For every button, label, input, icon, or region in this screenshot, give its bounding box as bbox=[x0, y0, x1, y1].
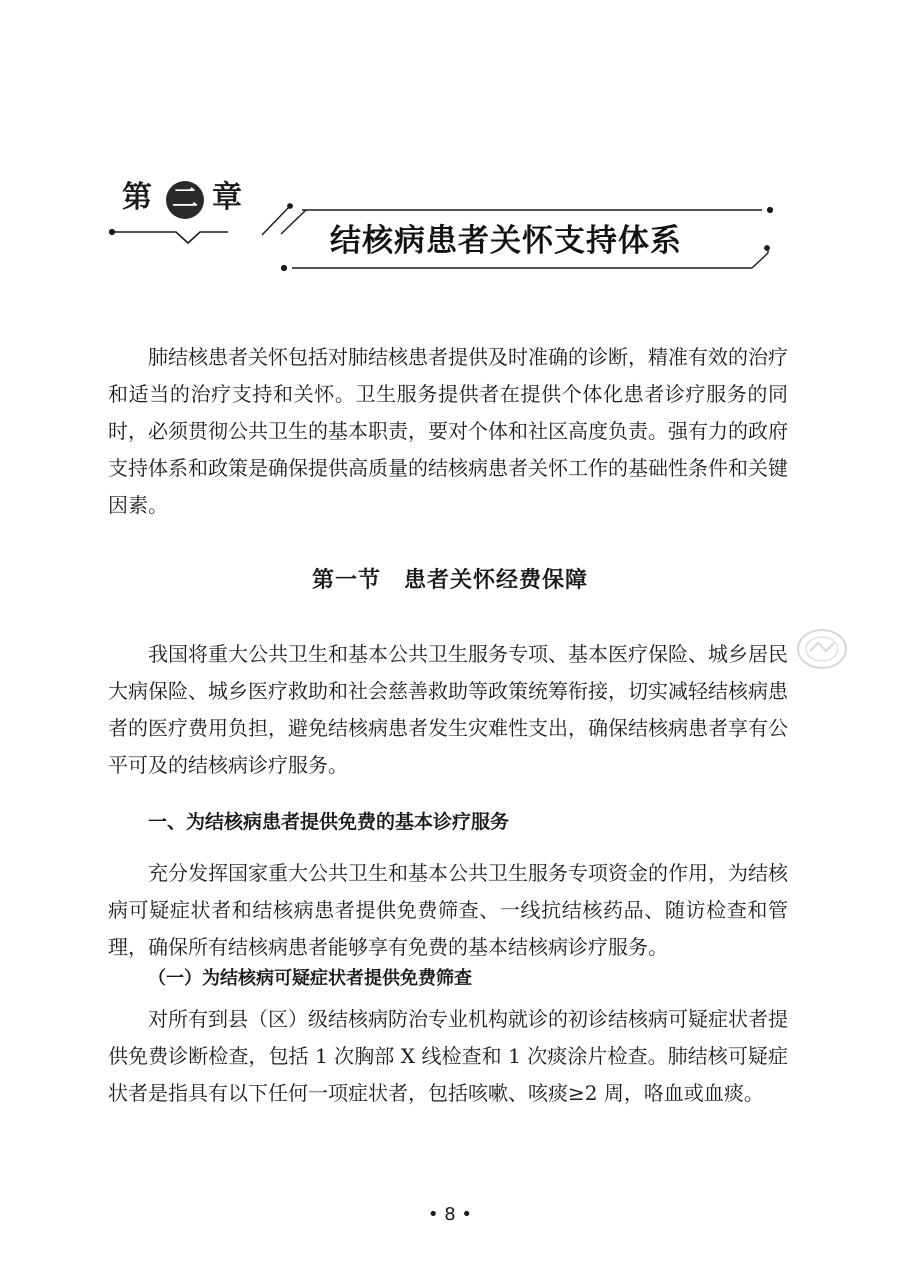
publisher-logo-watermark bbox=[796, 627, 848, 671]
subsubsection-title: （一）为结核病可疑症状者提供免费筛查 bbox=[148, 968, 472, 989]
chapter-suffix: 章 bbox=[212, 180, 242, 215]
section-title: 第一节 患者关怀经费保障 bbox=[311, 567, 588, 593]
subsubsection-paragraph: 对所有到县（区）级结核病防治专业机构就诊的初诊结核病可疑症状者提供免费诊断检查，包括 1 次胸部 X 线检查和 1 次痰涂片检查。肺结核可疑症状者是指具有以下任何一项症状者，包括咳嗽、咳痰≥2 周，咯血或血痰。 bbox=[108, 1007, 788, 1105]
intro-paragraph: 肺结核患者关怀包括对肺结核患者提供及时准确的诊断，精准有效的治疗和适当的治疗支持和关怀。卫生服务提供者在提供个体化患者诊疗服务的同时，必须贯彻公共卫生的基本职责，要对个体和社区高度负责。强有力的政府支持体系和政策是确保提供高质量的结核病患者关怀工作的基础性条件和关键因素。 bbox=[108, 345, 788, 517]
subsection-paragraph: 充分发挥国家重大公共卫生和基本公共卫生服务专项资金的作用，为结核病可疑症状者和结核病患者提供免费筛查、一线抗结核药品、随访检查和管理，确保所有结核病患者能够享有免费的基本结核病诊疗服务。 bbox=[108, 861, 788, 959]
chapter-number-badge: 二 bbox=[166, 181, 204, 219]
chapter-prefix: 第 bbox=[122, 180, 152, 215]
chapter-title: 结核病患者关怀支持体系 bbox=[330, 223, 682, 259]
subsection-title: 一、为结核病患者提供免费的基本诊疗服务 bbox=[148, 811, 510, 833]
page-number: • 8 • bbox=[427, 1204, 473, 1225]
section-intro-paragraph: 我国将重大公共卫生和基本公共卫生服务专项、基本医疗保险、城乡居民大病保险、城乡医疗救助和社会慈善救助等政策统筹衔接，切实减轻结核病患者的医疗费用负担，避免结核病患者发生灾难性支出，确保结核病患者享有公平可及的结核病诊疗服务。 bbox=[108, 642, 788, 777]
